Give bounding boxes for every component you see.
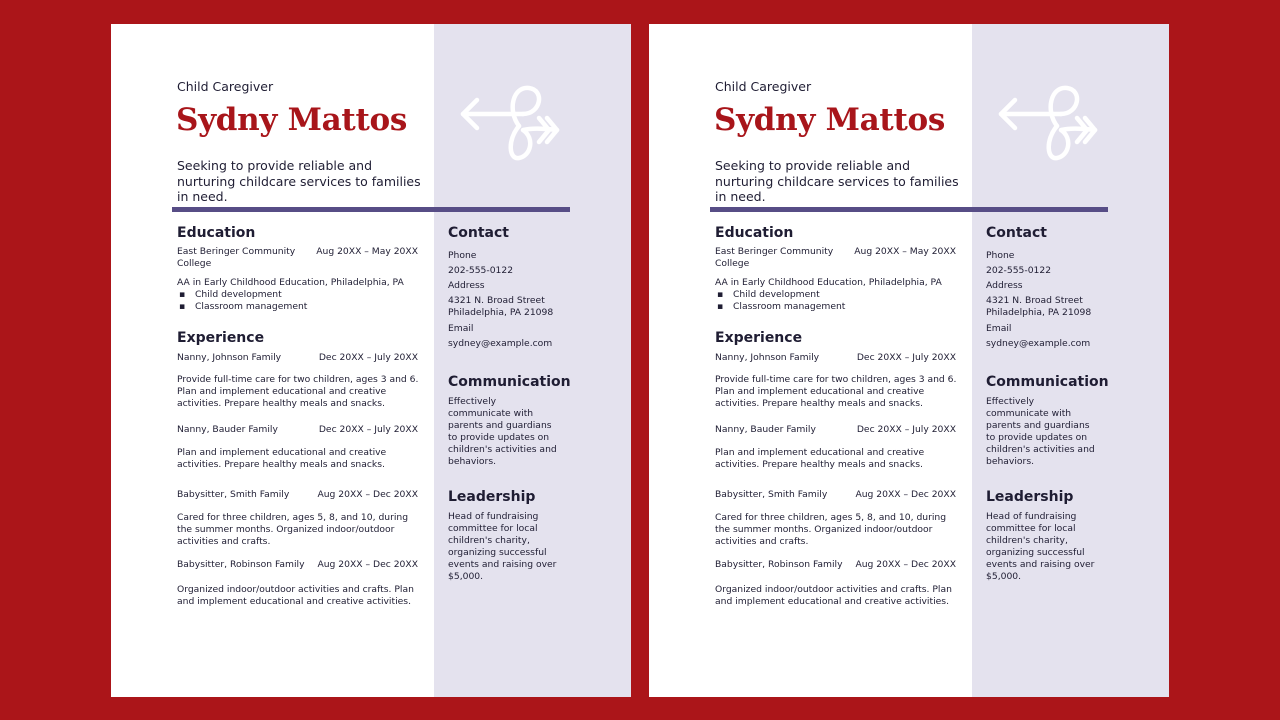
job-dates: Aug 20XX – Dec 20XX	[855, 489, 956, 500]
candidate-name: Sydny Mattos	[176, 102, 407, 138]
job-description: Provide full-time care for two children, ages 3 and 6. Plan and implement educational and creative activities. Prepare healthy meals and snacks.	[715, 374, 957, 409]
communication-text: Effectively communicate with parents and guardians to provide updates on children's activities and behaviors.	[986, 396, 1095, 467]
job-dates: Dec 20XX – July 20XX	[856, 424, 956, 435]
list-item: ▪ Classroom management	[715, 301, 845, 313]
list-item: ▪ Child development	[177, 289, 307, 301]
education-degree: AA in Early Childhood Education, Philadelphia, PA	[177, 277, 404, 288]
candidate-name: Sydny Mattos	[714, 102, 945, 138]
leadership-text: Head of fundraising committee for local children's charity, organizing successful events and raising over $5,000.	[448, 511, 557, 582]
education-school: East Beringer Community College	[715, 246, 834, 269]
job-title: Babysitter, Smith Family	[715, 489, 828, 500]
job-description: Organized indoor/outdoor activities and crafts. Plan and implement educational and creative activities.	[715, 584, 952, 607]
arrow-loop-logo-icon	[991, 82, 1103, 162]
job-dates: Aug 20XX – Dec 20XX	[855, 559, 956, 570]
job-description: Plan and implement educational and creative activities. Prepare healthy meals and snacks.	[715, 447, 925, 470]
job-title: Nanny, Bauder Family	[177, 424, 278, 435]
list-item: ▪ Classroom management	[177, 301, 307, 313]
education-school: East Beringer Community College	[177, 246, 296, 269]
job-description: Plan and implement educational and creative activities. Prepare healthy meals and snacks.	[177, 447, 387, 470]
address-label: Address	[448, 280, 485, 291]
address-line2: Philadelphia, PA 21098	[448, 307, 554, 318]
experience-heading: Experience	[715, 330, 803, 346]
education-bullets	[177, 289, 307, 313]
contact-heading: Contact	[986, 225, 1047, 241]
job-title: Babysitter, Robinson Family	[177, 559, 305, 570]
job-description: Organized indoor/outdoor activities and crafts. Plan and implement educational and creative activities.	[177, 584, 414, 607]
job-description: Cared for three children, ages 5, 8, and 10, during the summer months. Organized indoor/outdoor activities and crafts.	[177, 512, 409, 547]
leadership-heading: Leadership	[448, 489, 536, 505]
job-role: Child Caregiver	[715, 79, 812, 94]
arrow-loop-logo-icon	[453, 82, 565, 162]
resume-page-left	[111, 24, 631, 697]
phone-label: Phone	[986, 250, 1015, 261]
phone-label: Phone	[448, 250, 477, 261]
leadership-heading: Leadership	[986, 489, 1074, 505]
job-description: Provide full-time care for two children, ages 3 and 6. Plan and implement educational and creative activities. Prepare healthy meals and snacks.	[177, 374, 419, 409]
education-heading: Education	[715, 225, 794, 241]
education-dates: Aug 20XX – May 20XX	[316, 246, 418, 257]
address-line2: Philadelphia, PA 21098	[986, 307, 1092, 318]
phone-value: 202-555-0122	[448, 265, 514, 276]
job-title: Nanny, Bauder Family	[715, 424, 816, 435]
address-line1: 4321 N. Broad Street	[448, 295, 545, 306]
resume-page-right	[649, 24, 1169, 697]
communication-heading: Communication	[448, 374, 571, 390]
job-dates: Dec 20XX – July 20XX	[318, 352, 418, 363]
experience-heading: Experience	[177, 330, 265, 346]
email-label: Email	[986, 323, 1012, 334]
job-dates: Dec 20XX – July 20XX	[856, 352, 956, 363]
job-title: Babysitter, Smith Family	[177, 489, 290, 500]
summary: Seeking to provide reliable and nurturing childcare services to families in need.	[715, 158, 959, 204]
header-divider	[172, 207, 570, 212]
job-dates: Aug 20XX – Dec 20XX	[317, 489, 418, 500]
job-dates: Dec 20XX – July 20XX	[318, 424, 418, 435]
address-line1: 4321 N. Broad Street	[986, 295, 1083, 306]
communication-heading: Communication	[986, 374, 1109, 390]
list-item: ▪ Child development	[715, 289, 845, 301]
email-label: Email	[448, 323, 474, 334]
education-bullets	[715, 289, 845, 313]
summary: Seeking to provide reliable and nurturing childcare services to families in need.	[177, 158, 421, 204]
job-dates: Aug 20XX – Dec 20XX	[317, 559, 418, 570]
email-value: sydney@example.com	[986, 338, 1091, 349]
education-heading: Education	[177, 225, 256, 241]
education-dates: Aug 20XX – May 20XX	[854, 246, 956, 257]
job-title: Babysitter, Robinson Family	[715, 559, 843, 570]
email-value: sydney@example.com	[448, 338, 553, 349]
header-divider	[710, 207, 1108, 212]
job-title: Nanny, Johnson Family	[715, 352, 820, 363]
job-role: Child Caregiver	[177, 79, 274, 94]
job-description: Cared for three children, ages 5, 8, and 10, during the summer months. Organized indoor/outdoor activities and crafts.	[715, 512, 947, 547]
communication-text: Effectively communicate with parents and guardians to provide updates on children's activities and behaviors.	[448, 396, 557, 467]
address-label: Address	[986, 280, 1023, 291]
job-title: Nanny, Johnson Family	[177, 352, 282, 363]
education-degree: AA in Early Childhood Education, Philadelphia, PA	[715, 277, 942, 288]
phone-value: 202-555-0122	[986, 265, 1052, 276]
leadership-text: Head of fundraising committee for local children's charity, organizing successful events and raising over $5,000.	[986, 511, 1095, 582]
contact-heading: Contact	[448, 225, 509, 241]
